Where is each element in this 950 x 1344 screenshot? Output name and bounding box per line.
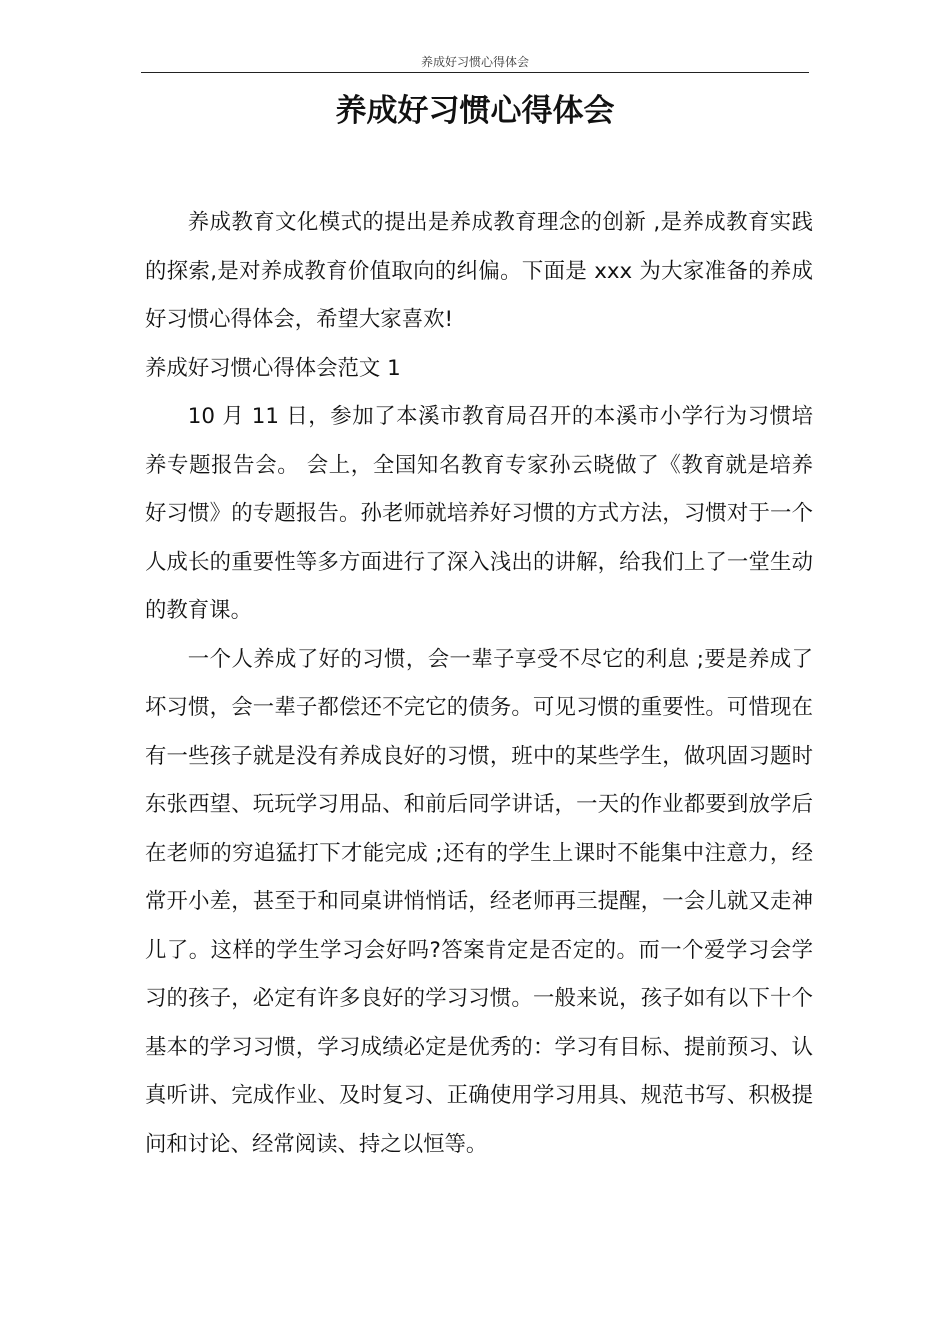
- running-header: 养成好习惯心得体会: [141, 52, 809, 73]
- section-heading: 养成好习惯心得体会范文 1: [145, 355, 401, 381]
- body-paragraph: 10 月 11 日，参加了本溪市教育局召开的本溪市小学行为习惯培养专题报告会。 会上，全国知名教育专家孙云晓做了《教育就是培养好习惯》的专题报告。孙老师就培养好习惯的方式方法，习惯对于一个人成长的重要性等多方面进行了深入浅出的讲解，给我们上了一堂生动的教育课。: [145, 404, 813, 623]
- body-paragraph: 一个人养成了好的习惯，会一辈子享受不尽它的利息 ;要是养成了坏习惯，会一辈子都偿还不完它的债务。可见习惯的重要性。可惜现在有一些孩子就是没有养成良好的习惯，班中的某些学生，做巩固习题时东张西望、玩玩学习用品、和前后同学讲话，一天的作业都要到放学后在老师的穷追猛打下才能完成 ;还有的学生上课时不能集中注意力，经常开小差，甚至于和同桌讲悄悄话，经老师再三提醒，一会儿就又走神儿了。这样的学生学习会好吗?答案肯定是否定的。而一个爱学习会学习的孩子，必定有许多良好的学习习惯。一般来说，孩子如有以下十个基本的学习习惯，学习成绩必定是优秀的：学习有目标、提前预习、认真听讲、完成作业、及时复习、正确使用学习用具、规范书写、积极提问和讨论、经常阅读、持之以恒等。: [145, 646, 813, 1157]
- document-title: 养成好习惯心得体会: [335, 93, 615, 129]
- intro-paragraph: 养成教育文化模式的提出是养成教育理念的创新 ,是养成教育实践的探索,是对养成教育价值取向的纠偏。下面是 xxx 为大家准备的养成好习惯心得体会，希望大家喜欢!: [145, 210, 813, 332]
- document-body: [145, 199, 813, 1169]
